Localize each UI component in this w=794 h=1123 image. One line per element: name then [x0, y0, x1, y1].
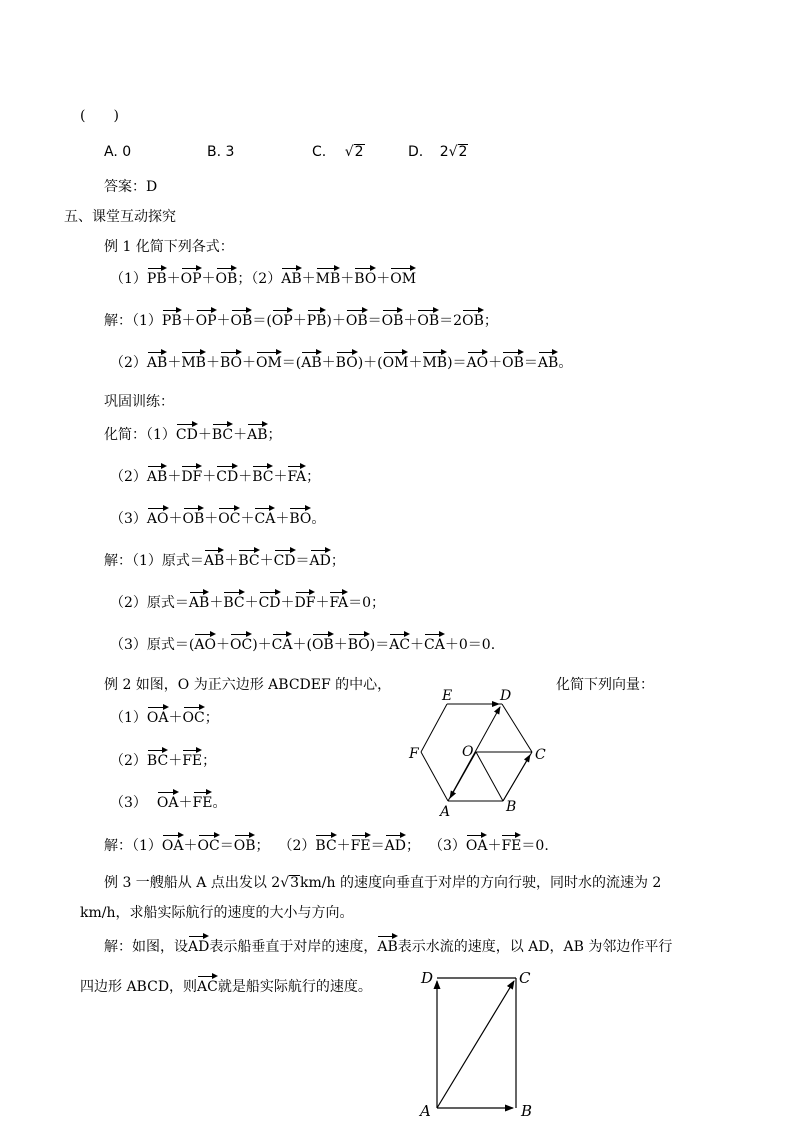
practice-q1: 化简：（1）CD＋BC＋AB； [104, 422, 282, 445]
arrow-ac [437, 981, 514, 1108]
hex-edge-dc [502, 704, 532, 752]
option-d-value: 2√2 [439, 144, 468, 160]
section-title: 五、课堂互动探究 [64, 209, 176, 225]
practice-q3: （3）AO＋OB＋OC＋CA＋BO。 [110, 506, 325, 529]
ex2-title: 例 2 如图，O 为正六边形 ABCDEF 的中心， [104, 677, 392, 693]
practice-q2: （2）AB＋DF＋CD＋BC＋FA； [110, 464, 320, 487]
ex1-title: 例 1 化简下列各式： [104, 239, 234, 255]
hexagon-figure [400, 682, 560, 817]
hex-edge-fe [421, 704, 447, 752]
ex2-title-tail: 化简下列向量： [556, 677, 654, 693]
ex3-line2: km/h，求船实际航行的速度的大小与方向。 [80, 905, 354, 921]
option-c-sqrt: √2 [344, 144, 364, 160]
ex2-q1: （1）OA＋OC； [110, 705, 219, 728]
answer-paren: ( ) [80, 108, 119, 124]
ex2-solution: 解：（1）OA＋OC＝OB； （2）BC＋FE＝AD； （3）OA＋FE＝0. [104, 833, 549, 856]
practice-title: 巩固训练： [104, 394, 174, 410]
option-d [408, 142, 468, 162]
ex1-solution2: （2）AB＋MB＋BO＋OM＝(AB＋BO)＋(OM＋MB)＝AO＋OB＝AB。 [110, 350, 572, 373]
ex3-sol2: 四边形 ABCD，则AC就是船实际航行的速度。 [80, 974, 372, 997]
label-d: D [500, 688, 512, 704]
label-o: O [462, 744, 474, 760]
ex3-sol1: 解：如图，设AD表示船垂直于对岸的速度，AB表示水流的速度，以 AD，AB 为邻边作平行 [104, 934, 672, 957]
practice-s2: （2）原式＝AB＋BC＋CD＋DF＋FA＝0； [110, 590, 385, 613]
ex1-line1: （1）PB＋OP＋OB；（2）AB＋MB＋BO＋OM [110, 266, 416, 289]
label-b: B [506, 799, 517, 815]
label-d: D [421, 969, 434, 987]
label-c: C [535, 747, 546, 763]
ex2-q2: （2）BC＋FE； [110, 748, 216, 771]
answer-line: 答案：D [104, 179, 158, 195]
practice-s1: 解：（1）原式＝AB＋BC＋CD＝AD； [104, 548, 345, 571]
label-b: B [521, 1102, 533, 1120]
label-a: A [440, 804, 451, 817]
option-d-label: D. [408, 144, 424, 160]
velocity-figure [415, 965, 545, 1120]
vector-ob [476, 752, 503, 801]
ex1-solution1: 解：（1）PB＋OP＋OB＝(OP＋PB)＋OB＝OB＋OB＝2OB； [104, 308, 498, 331]
label-e: E [442, 688, 453, 704]
option-b: B. 3 [207, 144, 235, 160]
ex2-q3: （3） OA＋FE。 [110, 790, 226, 813]
option-c-label: C. [312, 144, 327, 160]
ex3-line1: 例 3 一艘船从 A 点出发以 2√3km/h 的速度向垂直于对岸的方向行驶，同时水的流速为 2 [104, 875, 662, 891]
option-a: A. 0 [104, 144, 132, 160]
label-a: A [420, 1102, 431, 1120]
arrow-bc [503, 755, 530, 801]
hex-edge-af [421, 752, 448, 801]
option-c [312, 142, 365, 162]
label-f: F [409, 746, 419, 762]
label-c: C [519, 969, 531, 987]
practice-s3: （3）原式＝(AO＋OC)＋CA＋(OB＋BO)＝AC＋CA＋0＝0. [110, 632, 495, 655]
